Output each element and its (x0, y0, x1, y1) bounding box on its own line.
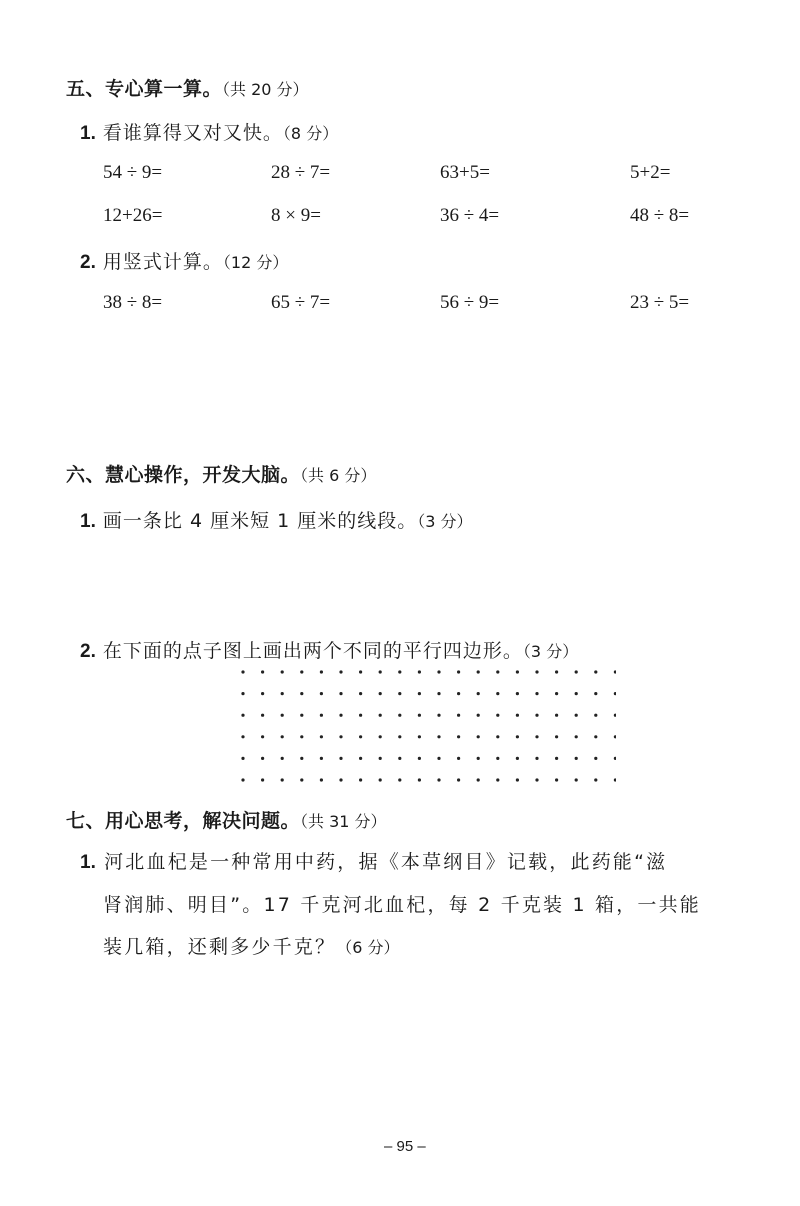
grid-dot[interactable] (457, 735, 460, 738)
grid-dot[interactable] (398, 714, 401, 717)
section5-q1-score: （8 分） (282, 124, 339, 143)
grid-dot[interactable] (339, 692, 342, 695)
grid-dot[interactable] (320, 692, 323, 695)
grid-dot[interactable] (496, 757, 499, 760)
grid-dot[interactable] (516, 692, 519, 695)
calc-item: 5+2= (630, 162, 671, 183)
section5-q2-score: （12 分） (222, 253, 289, 272)
grid-dot[interactable] (614, 692, 616, 695)
section6-heading (66, 460, 376, 487)
calc-item: 48 ÷ 8= (630, 205, 690, 226)
grid-dot[interactable] (437, 757, 440, 760)
grid-dot[interactable] (594, 670, 597, 673)
grid-dot[interactable] (496, 735, 499, 738)
grid-dot[interactable] (300, 692, 303, 695)
grid-dot[interactable] (555, 670, 558, 673)
grid-dot[interactable] (281, 692, 284, 695)
grid-dot[interactable] (594, 757, 597, 760)
section6-q2-number: 2. (80, 641, 96, 662)
grid-dot[interactable] (457, 714, 460, 717)
grid-dot[interactable] (339, 670, 342, 673)
grid-dot[interactable] (241, 757, 244, 760)
section5-title: 五、专心算一算。 (66, 78, 223, 100)
grid-dot[interactable] (614, 735, 616, 738)
grid-dot[interactable] (261, 735, 264, 738)
grid-dot[interactable] (379, 778, 382, 781)
section6-q1-score: （3 分） (417, 512, 473, 531)
section6-q1-text: 画一条比 4 厘米短 1 厘米的线段。 (102, 510, 418, 532)
grid-dot[interactable] (418, 735, 421, 738)
grid-dot[interactable] (339, 757, 342, 760)
section7-q1-line-3: 装几箱，还剩多少千克？ (103, 936, 337, 958)
grid-dot[interactable] (379, 670, 382, 673)
grid-dot[interactable] (281, 714, 284, 717)
section7-q1-line-1: 河北血杞是一种常用中药，据《本草纲目》记载，此药能“滋 (104, 851, 668, 873)
grid-dot[interactable] (437, 670, 440, 673)
section6-q2-text: 在下面的点子图上画出两个不同的平行四边形。 (102, 640, 523, 662)
section6-q2-score: （3 分） (522, 642, 579, 661)
grid-dot[interactable] (281, 735, 284, 738)
grid-dot[interactable] (320, 670, 323, 673)
grid-dot[interactable] (575, 670, 578, 673)
grid-dot[interactable] (418, 692, 421, 695)
section5-score: （共 20 分） (222, 80, 309, 99)
grid-dot[interactable] (496, 670, 499, 673)
grid-dot[interactable] (359, 692, 362, 695)
dot-grid[interactable] (232, 666, 616, 784)
section7-q1-line (80, 926, 701, 969)
grid-dot[interactable] (535, 714, 538, 717)
grid-dot[interactable] (594, 692, 597, 695)
calc-item: 54 ÷ 9= (103, 162, 163, 183)
grid-dot[interactable] (555, 757, 558, 760)
grid-dot[interactable] (614, 714, 616, 717)
grid-dot[interactable] (379, 714, 382, 717)
grid-dot[interactable] (320, 778, 323, 781)
section5-q1-number: 1. (80, 123, 96, 144)
section6-title: 六、慧心操作，开发大脑。 (66, 464, 301, 486)
grid-dot[interactable] (261, 714, 264, 717)
grid-dot[interactable] (300, 778, 303, 781)
grid-dot[interactable] (516, 735, 519, 738)
grid-dot[interactable] (359, 714, 362, 717)
section7-q1-line-2: 肾润肺、明目”。17 千克河北血杞，每 2 千克装 1 箱，一共能 (103, 894, 701, 916)
grid-dot[interactable] (575, 778, 578, 781)
section5-q2-text: 用竖式计算。 (102, 251, 223, 273)
grid-dot[interactable] (359, 757, 362, 760)
grid-dot[interactable] (241, 692, 244, 695)
grid-dot[interactable] (339, 778, 342, 781)
section5-q1 (80, 118, 338, 145)
grid-dot[interactable] (535, 670, 538, 673)
grid-dot[interactable] (477, 735, 480, 738)
section6-score: （共 6 分） (300, 466, 377, 485)
grid-dot[interactable] (398, 757, 401, 760)
grid-dot[interactable] (516, 714, 519, 717)
grid-dot[interactable] (300, 735, 303, 738)
grid-dot[interactable] (516, 778, 519, 781)
grid-dot[interactable] (594, 778, 597, 781)
vertical-calc-item: 38 ÷ 8= (103, 292, 163, 313)
grid-dot[interactable] (261, 778, 264, 781)
calc-item: 8 × 9= (271, 205, 321, 226)
grid-dot[interactable] (261, 692, 264, 695)
grid-dot[interactable] (477, 778, 480, 781)
grid-dot[interactable] (535, 778, 538, 781)
grid-dot[interactable] (261, 757, 264, 760)
grid-dot[interactable] (320, 735, 323, 738)
calc-item: 12+26= (103, 205, 163, 226)
section6-q1-number: 1. (80, 511, 96, 532)
section7-heading (66, 806, 387, 833)
grid-dot[interactable] (320, 757, 323, 760)
grid-dot[interactable] (437, 778, 440, 781)
grid-dot[interactable] (261, 670, 264, 673)
grid-dot[interactable] (496, 692, 499, 695)
vertical-calc-item: 65 ÷ 7= (271, 292, 331, 313)
grid-dot[interactable] (496, 778, 499, 781)
grid-dot[interactable] (437, 714, 440, 717)
grid-dot[interactable] (300, 714, 303, 717)
grid-dot[interactable] (241, 778, 244, 781)
grid-dot[interactable] (555, 714, 558, 717)
grid-dot[interactable] (398, 778, 401, 781)
section5-q1-text: 看谁算得又对又快。 (102, 122, 283, 144)
grid-dot[interactable] (535, 735, 538, 738)
grid-dot[interactable] (555, 778, 558, 781)
section7-score: （共 31 分） (300, 812, 387, 831)
grid-dot[interactable] (418, 714, 421, 717)
grid-dot[interactable] (516, 670, 519, 673)
grid-dot[interactable] (614, 757, 616, 760)
grid-dot[interactable] (437, 692, 440, 695)
section5-heading (66, 74, 309, 101)
grid-dot[interactable] (575, 714, 578, 717)
grid-dot[interactable] (339, 735, 342, 738)
grid-dot[interactable] (398, 692, 401, 695)
grid-dot[interactable] (555, 735, 558, 738)
grid-dot[interactable] (418, 670, 421, 673)
grid-dot[interactable] (457, 778, 460, 781)
grid-dot[interactable] (496, 714, 499, 717)
grid-dot[interactable] (594, 714, 597, 717)
grid-dot[interactable] (437, 735, 440, 738)
grid-dot[interactable] (535, 757, 538, 760)
page-number: – 95 – (384, 1138, 426, 1155)
grid-dot[interactable] (614, 778, 616, 781)
grid-dot[interactable] (535, 692, 538, 695)
vertical-calc-item: 23 ÷ 5= (630, 292, 690, 313)
grid-dot[interactable] (339, 714, 342, 717)
grid-dot[interactable] (398, 735, 401, 738)
grid-dot[interactable] (418, 778, 421, 781)
section7-q1 (80, 841, 701, 969)
grid-dot[interactable] (241, 714, 244, 717)
calc-item: 36 ÷ 4= (440, 205, 500, 226)
section5-q2-number: 2. (80, 252, 96, 273)
grid-dot[interactable] (457, 692, 460, 695)
grid-dot[interactable] (398, 670, 401, 673)
grid-dot[interactable] (281, 778, 284, 781)
grid-dot[interactable] (477, 714, 480, 717)
grid-dot[interactable] (516, 757, 519, 760)
calc-item: 63+5= (440, 162, 490, 183)
section5-q2 (80, 247, 288, 274)
grid-dot[interactable] (614, 670, 616, 673)
section7-q1-number: 1. (80, 852, 96, 873)
grid-dot[interactable] (575, 692, 578, 695)
grid-dot[interactable] (555, 692, 558, 695)
grid-dot[interactable] (359, 735, 362, 738)
grid-dot[interactable] (359, 670, 362, 673)
grid-dot[interactable] (241, 735, 244, 738)
grid-dot[interactable] (575, 757, 578, 760)
calc-item: 28 ÷ 7= (271, 162, 331, 183)
grid-dot[interactable] (320, 714, 323, 717)
section7-q1-line (80, 841, 701, 884)
grid-dot[interactable] (575, 735, 578, 738)
section7-q1-line (80, 884, 701, 926)
grid-dot[interactable] (418, 757, 421, 760)
grid-dot[interactable] (300, 670, 303, 673)
grid-dot[interactable] (300, 757, 303, 760)
grid-dot[interactable] (594, 735, 597, 738)
grid-dot[interactable] (477, 757, 480, 760)
grid-dot[interactable] (477, 692, 480, 695)
section7-title: 七、用心思考，解决问题。 (66, 810, 301, 832)
grid-dot[interactable] (359, 778, 362, 781)
grid-dot[interactable] (281, 757, 284, 760)
section6-q1 (80, 506, 473, 533)
grid-dot[interactable] (379, 757, 382, 760)
vertical-calc-item: 56 ÷ 9= (440, 292, 500, 313)
grid-dot[interactable] (281, 670, 284, 673)
grid-dot[interactable] (241, 670, 244, 673)
grid-dot[interactable] (379, 735, 382, 738)
grid-dot[interactable] (477, 670, 480, 673)
grid-dot[interactable] (457, 670, 460, 673)
section6-q2 (80, 636, 578, 663)
grid-dot[interactable] (457, 757, 460, 760)
section7-q1-score: （6 分） (336, 938, 400, 957)
grid-dot[interactable] (379, 692, 382, 695)
